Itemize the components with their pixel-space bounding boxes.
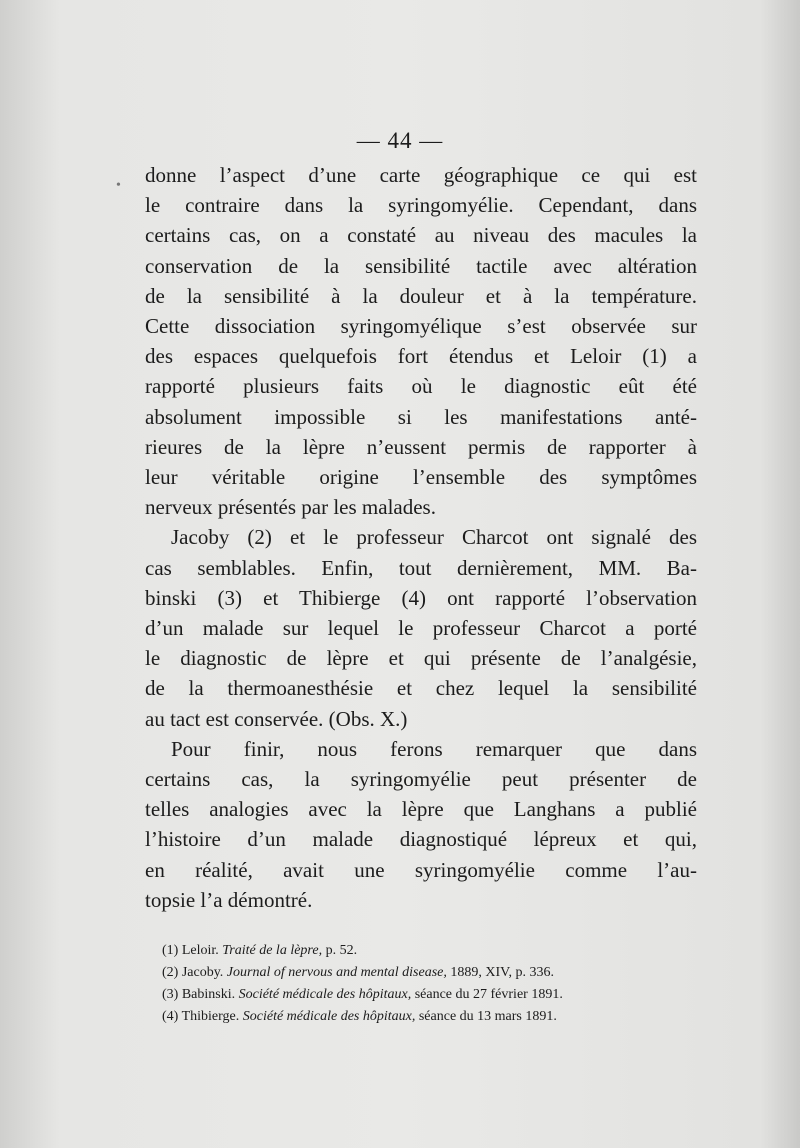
page-number: — 44 — xyxy=(356,128,444,153)
text-line: le diagnostic de lèpre et qui présente de l’analgésie, xyxy=(145,646,697,671)
text-line: de la sensibilité à la douleur et à la température. xyxy=(145,283,697,308)
text-line: au tact est conservée. (Obs. X.) xyxy=(145,706,408,731)
text-line: binski (3) et Thibierge (4) ont rapporté l’observation xyxy=(145,585,697,610)
text-line: cas semblables. Enfin, tout dernièrement, MM. Ba- xyxy=(145,555,697,580)
paragraph-2 xyxy=(145,522,697,733)
text-line: certains cas, la syringomyélie peut présenter de xyxy=(145,767,697,792)
text-line: topsie l’a démontré. xyxy=(145,887,313,912)
text-line: rapporté plusieurs faits où le diagnostic eût été xyxy=(145,374,697,399)
text-line: de la thermoanesthésie et chez lequel la sensibilité xyxy=(145,676,697,701)
text-line: rieures de la lèpre n’eussent permis de rapporter à xyxy=(145,434,697,459)
text-line: telles analogies avec la lèpre que Langhans a publié xyxy=(145,797,697,822)
text-line: Pour finir, nous ferons remarquer que dans xyxy=(171,736,697,761)
text-line: l’histoire d’un malade diagnostiqué lépreux et qui, xyxy=(145,827,697,852)
footnote: (4) Thibierge. Société médicale des hôpitaux, séance du 13 mars 1891. xyxy=(162,1009,557,1024)
footnote: (1) Leloir. Traité de la lèpre, p. 52. xyxy=(162,943,358,958)
footnote: (2) Jacoby. Journal of nervous and mental disease, 1889, XIV, p. 336. xyxy=(162,965,554,980)
text-line: le contraire dans la syringomyélie. Cependant, dans xyxy=(145,193,697,218)
text-line: absolument impossible si les manifestations anté- xyxy=(145,404,697,429)
text-line: nerveux présentés par les malades. xyxy=(145,495,436,520)
text-line: d’un malade sur lequel le professeur Charcot a porté xyxy=(145,616,697,641)
text-line: Jacoby (2) et le professeur Charcot ont signalé des xyxy=(171,525,697,550)
body-text xyxy=(145,160,697,915)
text-line: en réalité, avait une syringomyélie comme l’au- xyxy=(145,857,697,882)
margin-mark: • xyxy=(116,178,121,193)
text-line: leur véritable origine l’ensemble des symptômes xyxy=(145,465,697,490)
text-line: des espaces quelquefois fort étendus et Leloir (1) a xyxy=(145,344,697,369)
paragraph-3 xyxy=(145,734,697,915)
text-line: certains cas, on a constaté au niveau des macules la xyxy=(145,223,697,248)
footnote: (3) Babinski. Société médicale des hôpitaux, séance du 27 février 1891. xyxy=(162,987,563,1002)
text-line: Cette dissociation syringomyélique s’est observée sur xyxy=(145,314,697,339)
footnotes xyxy=(162,940,697,1028)
text-line: conservation de la sensibilité tactile avec altération xyxy=(145,253,697,278)
text-line: donne l’aspect d’une carte géographique ce qui est xyxy=(145,163,697,187)
paragraph-1 xyxy=(145,160,697,522)
